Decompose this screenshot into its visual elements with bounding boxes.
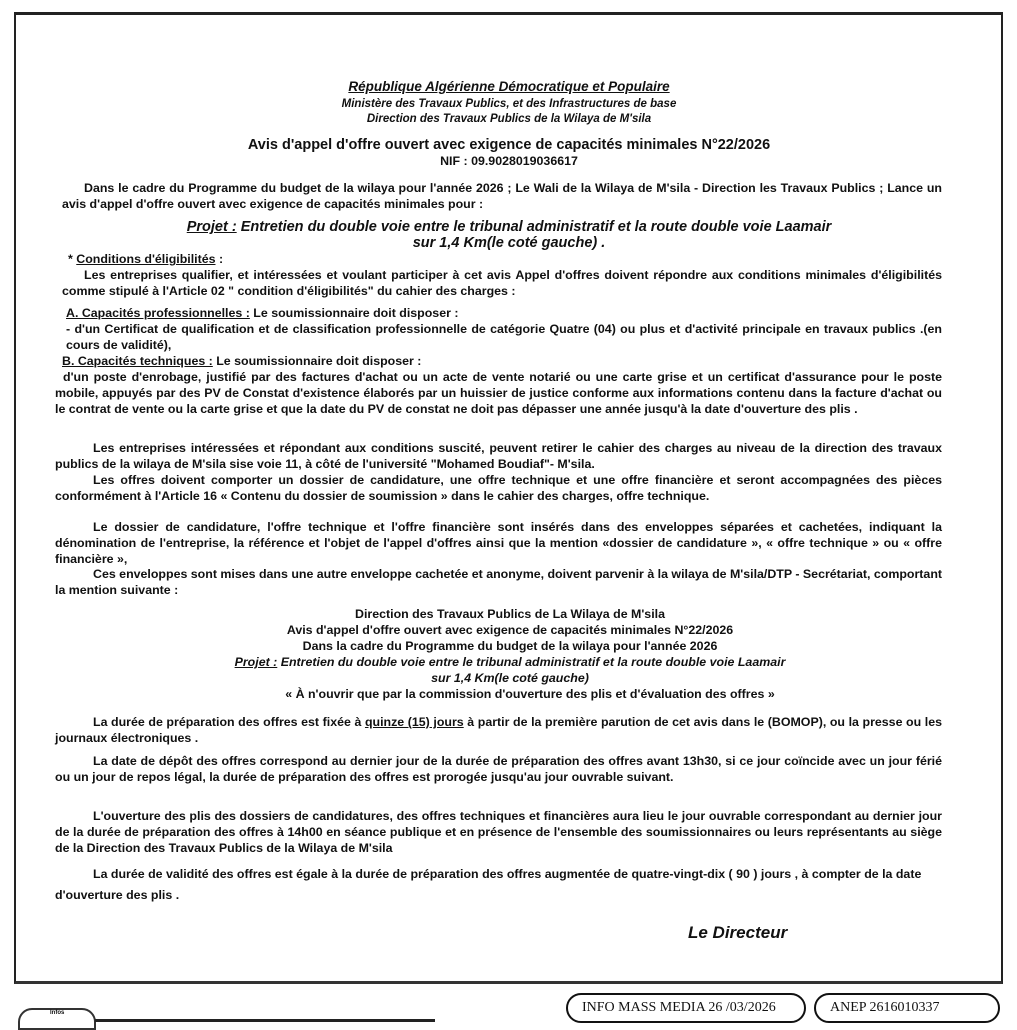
capacities-technical-suffix: Le soumissionnaire doit disposer : — [212, 354, 422, 368]
logo-text: Infos — [50, 1010, 65, 1016]
capacities-professional-text: - d'un Certificat de qualification et de classification professionnelle de catégorie Quatre (04) ou plus et d'activité principale en travaux publics .(en cours de validité), — [66, 322, 942, 352]
media-badge: INFO MASS MEDIA 26 /03/2026 — [566, 993, 806, 1023]
duration-highlight: quinze (15) jours — [364, 715, 464, 729]
validity-paragraph: La durée de validité des offres est égale à la durée de préparation des offres augmentée de quatre-vingt-dix ( 90 ) jours , à compter de la date d'ouverture des plis . — [55, 867, 922, 902]
conditions-heading — [68, 251, 930, 267]
intro-paragraph: Dans le cadre du Programme du budget de la wilaya pour l'année 2026 ; Le Wali de la Wilaya de M'sila - Direction les Travaux Publics ; Lance un avis d'appel d'offre ouvert avec exigence de capacités minimales pour : — [62, 181, 942, 211]
envelope-mention: « À n'ouvrir que par la commission d'ouverture des plis et d'évaluation des offres » — [285, 687, 775, 701]
notice-title: Avis d'appel d'offre ouvert avec exigence de capacités minimales N°22/2026 — [247, 137, 771, 153]
duration-after: à partir de la première parution de cet avis dans le (BOMOP), ou la presse ou les journaux électroniques . — [55, 715, 943, 745]
conditions-intro: Les entreprises qualifier, et intéressées et voulant participer à cet avis Appel d'offres doivent répondre aux conditions minimales d'éligibilités comme stipulé à l'Article 02 " condition d'éligibilités" du cahier des charges : — [62, 268, 942, 298]
project-title — [78, 219, 940, 251]
envelope-project-label: Projet : — [234, 655, 278, 669]
capacities-professional — [66, 305, 928, 321]
capacities-technical — [62, 353, 924, 369]
capacities-professional-suffix: Le soumissionnaire doit disposer : — [249, 306, 459, 320]
duration-paragraph — [55, 714, 942, 746]
paragraph-offres: Les offres doivent comporter un dossier de candidature, une offre technique et une offre financière et seront accompagnées des pièces conformément à l'Article 16 « Contenu du dossier de soumission » dans le cahier des charges, offre technique. — [55, 473, 942, 503]
paragraph-cahier: Les entreprises intéressées et répondant aux conditions suscité, peuvent retirer le cahier des charges au niveau de la direction des travaux publics de la wilaya de M'sila sise voie 11, à côté de l'université "Mohamed Boudiaf"- M'sila. — [55, 441, 942, 471]
conditions-heading-text: Conditions d'éligibilités — [76, 252, 216, 266]
colon: : — [215, 252, 224, 266]
envelope-project-text-2: sur 1,4 Km(le coté gauche) — [431, 671, 589, 685]
envelope-label — [100, 606, 920, 702]
republic-heading: République Algérienne Démocratique et Populaire — [348, 79, 670, 94]
envelope-line-3: Dans la cadre du Programme du budget de la wilaya pour l'année 2026 — [302, 639, 718, 653]
nif: NIF : 09.9028019036617 — [440, 154, 578, 168]
project-label: Projet : — [186, 219, 237, 235]
project-text: Entretien du double voie entre le tribunal administratif et la route double voie Laamair — [236, 219, 832, 235]
paragraph-mention: Ces enveloppes sont mises dans une autre enveloppe cachetée et anonyme, doivent parvenir à la wilaya de M'sila/DTP - Secrétariat, comportant la mention suivante : — [55, 567, 943, 597]
capacities-professional-heading: A. Capacités professionnelles : — [66, 306, 250, 320]
envelope-project — [100, 654, 920, 670]
signature: Le Directeur — [688, 923, 788, 942]
deposit-paragraph: La date de dépôt des offres correspond au dernier jour de la durée de préparation des offres avant 13h30, si ce jour coïncide avec un jour férié ou un jour de repos légal, la durée de préparation des offres est prorogée jusqu'au jour ouvrable suivant. — [55, 754, 942, 784]
envelope-project-text: Entretien du double voie entre le tribunal administratif et la route double voie Laamair — [277, 655, 786, 669]
infos-logo — [18, 1008, 96, 1030]
project-text-2: sur 1,4 Km(le coté gauche) . — [412, 235, 606, 251]
envelope-line-1: Direction des Travaux Publics de La Wilaya de M'sila — [355, 607, 665, 621]
capacities-technical-text: d'un poste d'enrobage, justifié par des factures d'achat ou un acte de vente notarié ou une carte grise et un certificat d'assurance pour le poste mobile, appuyés par des PV de Constat d'existence élaborés par un huissier de justice conforme aux informations contenu dans la facture d'achat ou le contrat de vente ou la carte grise et que la date du PV de constat ne doit pas dépasser une année jusqu'à la date d'ouverture des plis . — [55, 370, 942, 416]
bullet: * — [68, 252, 77, 266]
capacities-technical-heading: B. Capacités techniques : — [62, 354, 213, 368]
logo-underline — [95, 1019, 435, 1022]
direction-heading: Direction des Travaux Publics de la Wilaya de M'sila — [366, 113, 652, 125]
duration-before: La durée de préparation des offres est fixée à — [93, 715, 365, 729]
anep-badge: ANEP 2616010337 — [814, 993, 1000, 1023]
envelope-line-2: Avis d'appel d'offre ouvert avec exigence de capacités minimales N°22/2026 — [286, 623, 734, 637]
paragraph-enveloppes: Le dossier de candidature, l'offre technique et l'offre financière sont insérés dans des enveloppes séparées et cachetées, indiquant la dénomination de l'entreprise, la référence et l'objet de l'appel d'offres ainsi que la mention «dossier de candidature », « offre technique » ou « offre financière », — [55, 520, 942, 566]
ministry-heading: Ministère des Travaux Publics, et des Infrastructures de base — [341, 98, 677, 110]
opening-paragraph: L'ouverture des plis des dossiers de candidatures, des offres techniques et financières aura lieu le jour ouvrable correspondant au dernier jour de la durée de préparation des offres à 14h00 en séance publique et en présence de l'ensemble des soumissionnaires ou leurs représentants au siège de la Direction des Travaux Publics de la Wilaya de M'sila — [55, 809, 942, 855]
